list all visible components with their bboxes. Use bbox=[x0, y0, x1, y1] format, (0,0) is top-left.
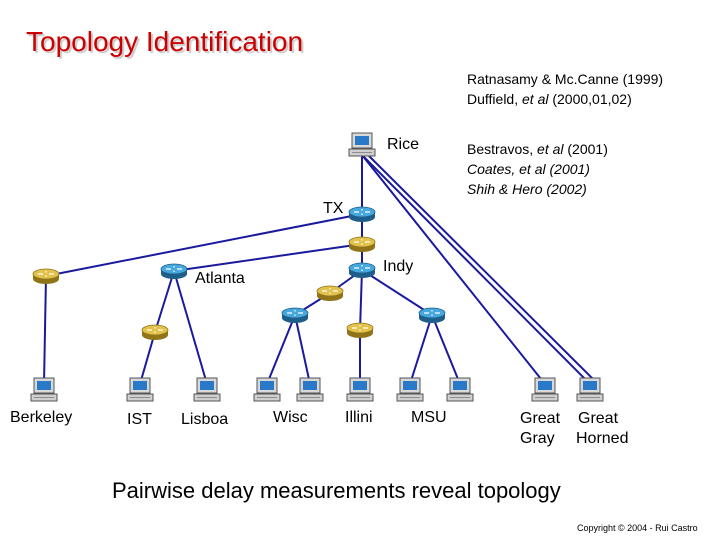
label-rice: Rice bbox=[387, 136, 420, 153]
router-icon bbox=[142, 325, 168, 340]
reference-line: Coates, et al (2001) bbox=[467, 161, 590, 177]
reference-line: Bestravos, et al (2001) bbox=[467, 141, 608, 157]
link bbox=[174, 244, 362, 271]
label-berkeley: Berkeley bbox=[10, 409, 73, 426]
reference-line: Shih & Hero (2002) bbox=[467, 181, 587, 197]
router-icon-atlanta bbox=[161, 264, 187, 279]
label-lisboa: Lisboa bbox=[181, 411, 229, 428]
link bbox=[155, 271, 174, 332]
link bbox=[295, 315, 310, 384]
computer-icon-great-horned bbox=[577, 378, 603, 401]
label-great-horned-1: Great bbox=[578, 410, 619, 427]
link bbox=[432, 315, 460, 384]
label-wisc: Wisc bbox=[273, 409, 308, 426]
link bbox=[174, 271, 207, 384]
router-icon bbox=[317, 286, 343, 301]
reference-line: Ratnasamy & Mc.Canne (1999) bbox=[467, 71, 664, 87]
link bbox=[44, 276, 46, 384]
router-icon bbox=[282, 308, 308, 323]
link bbox=[362, 270, 432, 315]
computer-icon-wisc-1 bbox=[254, 378, 280, 401]
router-icon-indy bbox=[349, 263, 375, 278]
computer-icon-lisboa bbox=[194, 378, 220, 401]
router-icon-tx bbox=[349, 207, 375, 222]
link bbox=[410, 315, 432, 384]
link bbox=[267, 315, 295, 384]
computer-icon-berkeley bbox=[31, 378, 57, 401]
computer-icon-rice bbox=[349, 133, 375, 156]
computer-icon-msu-2 bbox=[447, 378, 473, 401]
reference-line: Duffield, et al (2000,01,02) bbox=[467, 91, 632, 107]
label-great-horned-2: Horned bbox=[576, 430, 629, 447]
router-icon bbox=[419, 308, 445, 323]
router-icon bbox=[349, 237, 375, 252]
router-icon bbox=[33, 269, 59, 284]
network-links bbox=[44, 155, 598, 384]
label-ist: IST bbox=[127, 411, 152, 428]
label-atlanta: Atlanta bbox=[195, 270, 245, 287]
label-indy: Indy bbox=[383, 258, 414, 275]
label-great-gray-1: Great bbox=[520, 410, 561, 427]
router-icon bbox=[347, 323, 373, 338]
caption: Pairwise delay measurements reveal topology bbox=[112, 478, 561, 503]
label-great-gray-2: Gray bbox=[520, 430, 555, 447]
label-tx: TX bbox=[323, 200, 344, 217]
copyright-notice: Copyright © 2004 - Rui Castro bbox=[577, 523, 698, 533]
link bbox=[360, 270, 362, 330]
computer-icon-illini bbox=[347, 378, 373, 401]
computer-icon-msu-1 bbox=[397, 378, 423, 401]
slide-title: Topology Identification bbox=[26, 26, 304, 57]
label-illini: Illini bbox=[345, 409, 373, 426]
computer-icon-wisc-2 bbox=[297, 378, 323, 401]
computer-icon-great-gray bbox=[532, 378, 558, 401]
label-msu: MSU bbox=[411, 409, 447, 426]
hosts bbox=[31, 133, 603, 401]
computer-icon-ist bbox=[127, 378, 153, 401]
